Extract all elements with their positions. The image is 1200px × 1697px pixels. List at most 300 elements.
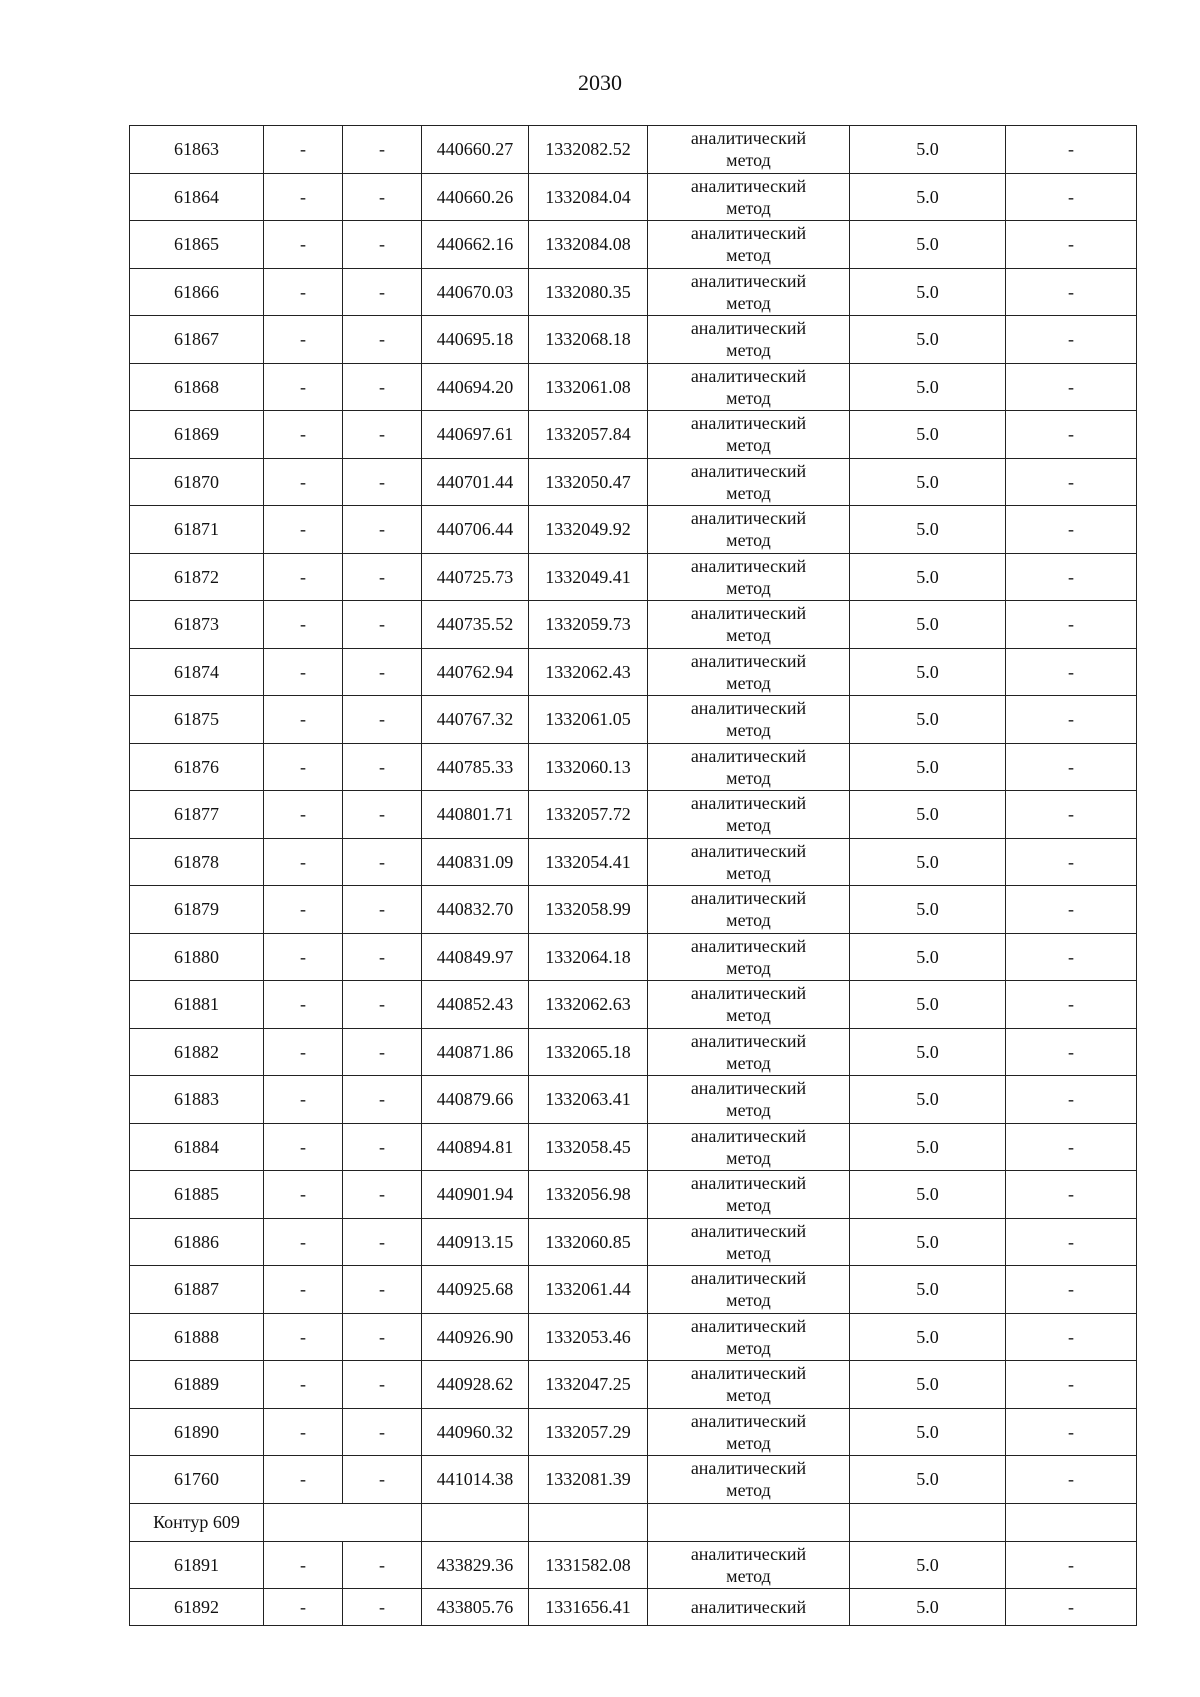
note-cell: - bbox=[1006, 173, 1137, 221]
x-coordinate-cell: 440913.15 bbox=[422, 1218, 529, 1266]
table-row bbox=[130, 1361, 1137, 1409]
dash-cell: - bbox=[343, 411, 422, 459]
accuracy-cell: 5.0 bbox=[850, 1361, 1006, 1409]
y-coordinate-cell: 1332065.18 bbox=[529, 1028, 648, 1076]
x-coordinate-cell: 440660.26 bbox=[422, 173, 529, 221]
table-row bbox=[130, 268, 1137, 316]
note-cell: - bbox=[1006, 933, 1137, 981]
note-cell: - bbox=[1006, 791, 1137, 839]
method-cell bbox=[648, 1218, 850, 1266]
note-cell: - bbox=[1006, 506, 1137, 554]
note-cell: - bbox=[1006, 648, 1137, 696]
dash-cell: - bbox=[264, 458, 343, 506]
table-row bbox=[130, 458, 1137, 506]
method-text-line: метод bbox=[726, 292, 771, 313]
y-coordinate-cell: 1332056.98 bbox=[529, 1171, 648, 1219]
dash-cell: - bbox=[343, 838, 422, 886]
point-id-cell: 61865 bbox=[130, 221, 264, 269]
x-coordinate-cell: 433805.76 bbox=[422, 1589, 529, 1626]
note-cell: - bbox=[1006, 1266, 1137, 1314]
accuracy-cell: 5.0 bbox=[850, 648, 1006, 696]
point-id-cell: 61869 bbox=[130, 411, 264, 459]
note-cell: - bbox=[1006, 1123, 1137, 1171]
accuracy-cell: 5.0 bbox=[850, 458, 1006, 506]
method-text-line: аналитический bbox=[690, 460, 807, 481]
page-number: 2030 bbox=[578, 70, 622, 95]
point-id-cell: 61880 bbox=[130, 933, 264, 981]
method-text-line: метод bbox=[726, 625, 771, 646]
y-coordinate-cell: 1332063.41 bbox=[529, 1076, 648, 1124]
method-text-line: метод bbox=[726, 910, 771, 931]
x-coordinate-cell: 440670.03 bbox=[422, 268, 529, 316]
x-coordinate-cell: 440694.20 bbox=[422, 363, 529, 411]
method-text-line: аналитический bbox=[690, 983, 807, 1004]
accuracy-cell: 5.0 bbox=[850, 1266, 1006, 1314]
table-row bbox=[130, 1589, 1137, 1626]
point-id-cell: 61879 bbox=[130, 886, 264, 934]
empty-cell bbox=[850, 1503, 1006, 1541]
table-row bbox=[130, 648, 1137, 696]
x-coordinate-cell: 440706.44 bbox=[422, 506, 529, 554]
y-coordinate-cell: 1332058.99 bbox=[529, 886, 648, 934]
accuracy-cell: 5.0 bbox=[850, 1541, 1006, 1589]
table-row bbox=[130, 553, 1137, 601]
method-cell bbox=[648, 173, 850, 221]
empty-cell bbox=[1006, 1503, 1137, 1541]
accuracy-cell: 5.0 bbox=[850, 743, 1006, 791]
dash-cell: - bbox=[264, 886, 343, 934]
dash-cell: - bbox=[343, 126, 422, 174]
section-header-row bbox=[130, 1503, 1137, 1541]
method-text-line: аналитический bbox=[690, 1030, 807, 1051]
empty-cell bbox=[422, 1503, 529, 1541]
table-row bbox=[130, 411, 1137, 459]
method-text-line: аналитический bbox=[690, 223, 807, 244]
note-cell: - bbox=[1006, 886, 1137, 934]
table-row bbox=[130, 316, 1137, 364]
table-row bbox=[130, 363, 1137, 411]
y-coordinate-cell: 1332061.05 bbox=[529, 696, 648, 744]
method-cell bbox=[648, 1361, 850, 1409]
y-coordinate-cell: 1332064.18 bbox=[529, 933, 648, 981]
empty-cell bbox=[529, 1503, 648, 1541]
note-cell: - bbox=[1006, 268, 1137, 316]
point-id-cell: 61882 bbox=[130, 1028, 264, 1076]
accuracy-cell: 5.0 bbox=[850, 791, 1006, 839]
method-cell bbox=[648, 411, 850, 459]
dash-cell: - bbox=[343, 1171, 422, 1219]
dash-cell: - bbox=[264, 933, 343, 981]
method-cell bbox=[648, 981, 850, 1029]
table-row bbox=[130, 838, 1137, 886]
accuracy-cell: 5.0 bbox=[850, 1123, 1006, 1171]
y-coordinate-cell: 1332057.72 bbox=[529, 791, 648, 839]
method-cell bbox=[648, 316, 850, 364]
dash-cell: - bbox=[264, 838, 343, 886]
note-cell: - bbox=[1006, 1171, 1137, 1219]
dash-cell: - bbox=[264, 363, 343, 411]
method-text-line: аналитический bbox=[690, 555, 807, 576]
dash-cell: - bbox=[264, 1076, 343, 1124]
note-cell: - bbox=[1006, 363, 1137, 411]
table-row bbox=[130, 1218, 1137, 1266]
dash-cell: - bbox=[343, 1456, 422, 1504]
x-coordinate-cell: 440832.70 bbox=[422, 886, 529, 934]
dash-cell: - bbox=[343, 743, 422, 791]
note-cell: - bbox=[1006, 696, 1137, 744]
point-id-cell: 61890 bbox=[130, 1408, 264, 1456]
point-id-cell: 61884 bbox=[130, 1123, 264, 1171]
dash-cell: - bbox=[343, 1266, 422, 1314]
accuracy-cell: 5.0 bbox=[850, 221, 1006, 269]
table-row bbox=[130, 886, 1137, 934]
method-cell bbox=[648, 696, 850, 744]
table-row bbox=[130, 1313, 1137, 1361]
method-text-line: метод bbox=[726, 1337, 771, 1358]
point-id-cell: 61889 bbox=[130, 1361, 264, 1409]
dash-cell: - bbox=[343, 316, 422, 364]
method-cell bbox=[648, 458, 850, 506]
method-text-line: метод bbox=[726, 1290, 771, 1311]
table-row bbox=[130, 933, 1137, 981]
method-text-line: метод bbox=[726, 150, 771, 171]
method-cell bbox=[648, 1589, 850, 1626]
table-body bbox=[130, 126, 1137, 1626]
accuracy-cell: 5.0 bbox=[850, 886, 1006, 934]
point-id-cell: 61874 bbox=[130, 648, 264, 696]
method-cell bbox=[648, 933, 850, 981]
y-coordinate-cell: 1332084.04 bbox=[529, 173, 648, 221]
y-coordinate-cell: 1332060.13 bbox=[529, 743, 648, 791]
dash-cell: - bbox=[343, 981, 422, 1029]
accuracy-cell: 5.0 bbox=[850, 1218, 1006, 1266]
dash-cell: - bbox=[343, 1361, 422, 1409]
dash-cell: - bbox=[343, 648, 422, 696]
method-text-line: метод bbox=[726, 957, 771, 978]
empty-cell bbox=[343, 1503, 422, 1541]
y-coordinate-cell: 1332084.08 bbox=[529, 221, 648, 269]
method-cell bbox=[648, 1123, 850, 1171]
method-text-line: метод bbox=[726, 672, 771, 693]
dash-cell: - bbox=[264, 1266, 343, 1314]
point-id-cell: 61887 bbox=[130, 1266, 264, 1314]
dash-cell: - bbox=[264, 1408, 343, 1456]
method-text-line: метод bbox=[726, 1100, 771, 1121]
dash-cell: - bbox=[264, 1456, 343, 1504]
point-id-cell: 61891 bbox=[130, 1541, 264, 1589]
method-text-line: аналитический bbox=[690, 1315, 807, 1336]
x-coordinate-cell: 440894.81 bbox=[422, 1123, 529, 1171]
method-cell bbox=[648, 791, 850, 839]
method-text-line: аналитический bbox=[690, 603, 807, 624]
x-coordinate-cell: 440767.32 bbox=[422, 696, 529, 744]
note-cell: - bbox=[1006, 743, 1137, 791]
x-coordinate-cell: 440785.33 bbox=[422, 743, 529, 791]
note-cell: - bbox=[1006, 1589, 1137, 1626]
dash-cell: - bbox=[343, 696, 422, 744]
point-id-cell: 61881 bbox=[130, 981, 264, 1029]
note-cell: - bbox=[1006, 1361, 1137, 1409]
method-text-line: аналитический bbox=[690, 1268, 807, 1289]
method-text-line: метод bbox=[726, 245, 771, 266]
dash-cell: - bbox=[264, 1541, 343, 1589]
point-id-cell: 61864 bbox=[130, 173, 264, 221]
point-id-cell: 61885 bbox=[130, 1171, 264, 1219]
method-text-line: аналитический bbox=[690, 365, 807, 386]
dash-cell: - bbox=[264, 601, 343, 649]
dash-cell: - bbox=[343, 1076, 422, 1124]
method-text-line: аналитический bbox=[690, 1363, 807, 1384]
note-cell: - bbox=[1006, 1541, 1137, 1589]
method-text-line: метод bbox=[726, 577, 771, 598]
point-id-cell: 61883 bbox=[130, 1076, 264, 1124]
y-coordinate-cell: 1332058.45 bbox=[529, 1123, 648, 1171]
dash-cell: - bbox=[343, 506, 422, 554]
dash-cell: - bbox=[264, 221, 343, 269]
table-row bbox=[130, 1456, 1137, 1504]
method-cell bbox=[648, 601, 850, 649]
x-coordinate-cell: 440849.97 bbox=[422, 933, 529, 981]
x-coordinate-cell: 440852.43 bbox=[422, 981, 529, 1029]
method-text-line: метод bbox=[726, 482, 771, 503]
dash-cell: - bbox=[264, 506, 343, 554]
accuracy-cell: 5.0 bbox=[850, 316, 1006, 364]
dash-cell: - bbox=[343, 1313, 422, 1361]
method-cell bbox=[648, 1266, 850, 1314]
method-text-line: метод bbox=[726, 435, 771, 456]
dash-cell: - bbox=[264, 1171, 343, 1219]
point-id-cell: 61867 bbox=[130, 316, 264, 364]
accuracy-cell: 5.0 bbox=[850, 268, 1006, 316]
y-coordinate-cell: 1332061.44 bbox=[529, 1266, 648, 1314]
point-id-cell: 61878 bbox=[130, 838, 264, 886]
point-id-cell: 61868 bbox=[130, 363, 264, 411]
method-text-line: метод bbox=[726, 340, 771, 361]
accuracy-cell: 5.0 bbox=[850, 1313, 1006, 1361]
y-coordinate-cell: 1332047.25 bbox=[529, 1361, 648, 1409]
dash-cell: - bbox=[264, 696, 343, 744]
method-cell bbox=[648, 743, 850, 791]
accuracy-cell: 5.0 bbox=[850, 933, 1006, 981]
accuracy-cell: 5.0 bbox=[850, 1408, 1006, 1456]
dash-cell: - bbox=[264, 268, 343, 316]
x-coordinate-cell: 440697.61 bbox=[422, 411, 529, 459]
table-row bbox=[130, 1028, 1137, 1076]
point-id-cell: 61888 bbox=[130, 1313, 264, 1361]
dash-cell: - bbox=[343, 173, 422, 221]
accuracy-cell: 5.0 bbox=[850, 363, 1006, 411]
method-text-line: метод bbox=[726, 1005, 771, 1026]
method-text-line: метод bbox=[726, 387, 771, 408]
method-cell bbox=[648, 553, 850, 601]
table-row bbox=[130, 1123, 1137, 1171]
point-id-cell: 61871 bbox=[130, 506, 264, 554]
table-row bbox=[130, 221, 1137, 269]
method-text-line: аналитический bbox=[690, 1543, 807, 1564]
table-row bbox=[130, 981, 1137, 1029]
note-cell: - bbox=[1006, 458, 1137, 506]
y-coordinate-cell: 1332080.35 bbox=[529, 268, 648, 316]
accuracy-cell: 5.0 bbox=[850, 838, 1006, 886]
y-coordinate-cell: 1332050.47 bbox=[529, 458, 648, 506]
x-coordinate-cell: 440762.94 bbox=[422, 648, 529, 696]
x-coordinate-cell: 440871.86 bbox=[422, 1028, 529, 1076]
x-coordinate-cell: 440701.44 bbox=[422, 458, 529, 506]
x-coordinate-cell: 440928.62 bbox=[422, 1361, 529, 1409]
y-coordinate-cell: 1331582.08 bbox=[529, 1541, 648, 1589]
method-cell bbox=[648, 221, 850, 269]
method-text-line: метод bbox=[726, 1565, 771, 1586]
note-cell: - bbox=[1006, 1313, 1137, 1361]
dash-cell: - bbox=[264, 1028, 343, 1076]
method-text-line: метод bbox=[726, 1242, 771, 1263]
point-id-cell: 61877 bbox=[130, 791, 264, 839]
accuracy-cell: 5.0 bbox=[850, 1076, 1006, 1124]
table-row bbox=[130, 791, 1137, 839]
method-text-line: метод bbox=[726, 1195, 771, 1216]
point-id-cell: 61875 bbox=[130, 696, 264, 744]
y-coordinate-cell: 1331656.41 bbox=[529, 1589, 648, 1626]
y-coordinate-cell: 1332059.73 bbox=[529, 601, 648, 649]
note-cell: - bbox=[1006, 981, 1137, 1029]
note-cell: - bbox=[1006, 316, 1137, 364]
method-cell bbox=[648, 363, 850, 411]
note-cell: - bbox=[1006, 553, 1137, 601]
point-id-cell: 61876 bbox=[130, 743, 264, 791]
accuracy-cell: 5.0 bbox=[850, 1456, 1006, 1504]
dash-cell: - bbox=[264, 1589, 343, 1626]
x-coordinate-cell: 440735.52 bbox=[422, 601, 529, 649]
accuracy-cell: 5.0 bbox=[850, 173, 1006, 221]
dash-cell: - bbox=[343, 553, 422, 601]
method-text-line: аналитический bbox=[690, 1458, 807, 1479]
note-cell: - bbox=[1006, 1218, 1137, 1266]
x-coordinate-cell: 440831.09 bbox=[422, 838, 529, 886]
dash-cell: - bbox=[264, 1218, 343, 1266]
x-coordinate-cell: 440925.68 bbox=[422, 1266, 529, 1314]
x-coordinate-cell: 440662.16 bbox=[422, 221, 529, 269]
accuracy-cell: 5.0 bbox=[850, 601, 1006, 649]
method-text-line: аналитический bbox=[690, 1173, 807, 1194]
y-coordinate-cell: 1332061.08 bbox=[529, 363, 648, 411]
method-text-line: аналитический bbox=[690, 935, 807, 956]
x-coordinate-cell: 441014.38 bbox=[422, 1456, 529, 1504]
method-text-line: аналитический bbox=[690, 698, 807, 719]
method-text-line: аналитический bbox=[690, 508, 807, 529]
dash-cell: - bbox=[343, 1408, 422, 1456]
dash-cell: - bbox=[343, 458, 422, 506]
y-coordinate-cell: 1332062.43 bbox=[529, 648, 648, 696]
dash-cell: - bbox=[343, 1589, 422, 1626]
x-coordinate-cell: 440901.94 bbox=[422, 1171, 529, 1219]
method-text-line: метод bbox=[726, 1052, 771, 1073]
y-coordinate-cell: 1332053.46 bbox=[529, 1313, 648, 1361]
y-coordinate-cell: 1332082.52 bbox=[529, 126, 648, 174]
accuracy-cell: 5.0 bbox=[850, 126, 1006, 174]
accuracy-cell: 5.0 bbox=[850, 411, 1006, 459]
dash-cell: - bbox=[264, 981, 343, 1029]
point-id-cell: 61886 bbox=[130, 1218, 264, 1266]
method-text-line: метод bbox=[726, 1147, 771, 1168]
dash-cell: - bbox=[264, 1313, 343, 1361]
method-text-line: аналитический bbox=[690, 888, 807, 909]
method-text-line: аналитический bbox=[690, 1125, 807, 1146]
accuracy-cell: 5.0 bbox=[850, 696, 1006, 744]
method-cell bbox=[648, 268, 850, 316]
dash-cell: - bbox=[264, 1361, 343, 1409]
dash-cell: - bbox=[264, 791, 343, 839]
point-id-cell: 61760 bbox=[130, 1456, 264, 1504]
method-cell bbox=[648, 506, 850, 554]
y-coordinate-cell: 1332054.41 bbox=[529, 838, 648, 886]
x-coordinate-cell: 440660.27 bbox=[422, 126, 529, 174]
y-coordinate-cell: 1332068.18 bbox=[529, 316, 648, 364]
table-row bbox=[130, 743, 1137, 791]
method-cell bbox=[648, 1076, 850, 1124]
note-cell: - bbox=[1006, 838, 1137, 886]
table-row bbox=[130, 1408, 1137, 1456]
method-text-line: аналитический bbox=[690, 745, 807, 766]
method-text-line: аналитический bbox=[690, 1597, 807, 1617]
table-row bbox=[130, 1076, 1137, 1124]
table-row bbox=[130, 1541, 1137, 1589]
point-id-cell: 61873 bbox=[130, 601, 264, 649]
x-coordinate-cell: 440695.18 bbox=[422, 316, 529, 364]
method-text-line: аналитический bbox=[690, 1078, 807, 1099]
note-cell: - bbox=[1006, 1028, 1137, 1076]
dash-cell: - bbox=[343, 933, 422, 981]
x-coordinate-cell: 440926.90 bbox=[422, 1313, 529, 1361]
accuracy-cell: 5.0 bbox=[850, 553, 1006, 601]
x-coordinate-cell: 440960.32 bbox=[422, 1408, 529, 1456]
table-row bbox=[130, 126, 1137, 174]
method-cell bbox=[648, 1028, 850, 1076]
table-row bbox=[130, 506, 1137, 554]
note-cell: - bbox=[1006, 126, 1137, 174]
method-text-line: метод bbox=[726, 530, 771, 551]
point-id-cell: 61866 bbox=[130, 268, 264, 316]
note-cell: - bbox=[1006, 411, 1137, 459]
method-text-line: аналитический bbox=[690, 318, 807, 339]
x-coordinate-cell: 440879.66 bbox=[422, 1076, 529, 1124]
table-row bbox=[130, 601, 1137, 649]
dash-cell: - bbox=[264, 316, 343, 364]
accuracy-cell: 5.0 bbox=[850, 1028, 1006, 1076]
table-row bbox=[130, 173, 1137, 221]
dash-cell: - bbox=[343, 791, 422, 839]
y-coordinate-cell: 1332060.85 bbox=[529, 1218, 648, 1266]
x-coordinate-cell: 440725.73 bbox=[422, 553, 529, 601]
method-text-line: аналитический bbox=[690, 840, 807, 861]
point-id-cell: 61872 bbox=[130, 553, 264, 601]
note-cell: - bbox=[1006, 221, 1137, 269]
accuracy-cell: 5.0 bbox=[850, 506, 1006, 554]
method-text-line: аналитический bbox=[690, 128, 807, 149]
method-cell bbox=[648, 1408, 850, 1456]
dash-cell: - bbox=[343, 268, 422, 316]
coordinates-table bbox=[129, 125, 1137, 1626]
method-text-line: аналитический bbox=[690, 650, 807, 671]
method-cell bbox=[648, 1456, 850, 1504]
dash-cell: - bbox=[343, 1218, 422, 1266]
dash-cell: - bbox=[264, 1123, 343, 1171]
empty-cell bbox=[264, 1503, 343, 1541]
dash-cell: - bbox=[264, 743, 343, 791]
method-text-line: метод bbox=[726, 1385, 771, 1406]
empty-cell bbox=[648, 1503, 850, 1541]
method-text-line: аналитический bbox=[690, 413, 807, 434]
method-cell bbox=[648, 1171, 850, 1219]
